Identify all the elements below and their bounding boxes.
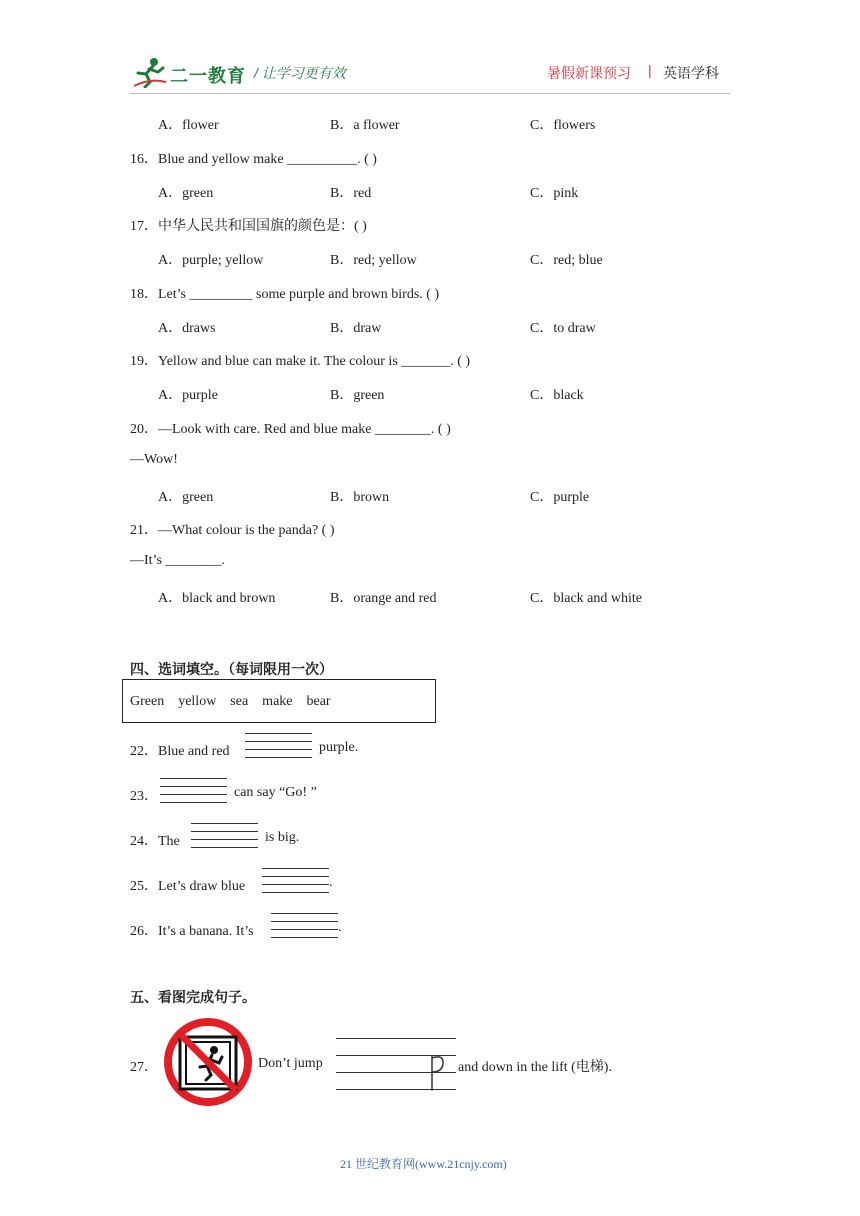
question-27-prefix: Don’t jump xyxy=(258,1056,323,1071)
option-c: C．black xyxy=(530,388,584,403)
question-19: 19．Yellow and blue can make it. The colour is _______. ( ) xyxy=(130,354,471,369)
question-24-suffix: is big. xyxy=(265,830,300,845)
option-a: A．green xyxy=(158,186,214,201)
question-27-suffix: and down in the lift (电梯). xyxy=(458,1060,612,1075)
word-bank: Green yellow sea make bear xyxy=(130,694,331,709)
question-26-suffix: . xyxy=(338,920,342,935)
answer-blank-25[interactable] xyxy=(262,868,329,894)
option-b: B．brown xyxy=(330,490,390,505)
option-c: C．to draw xyxy=(530,321,596,336)
no-jumping-sign-icon xyxy=(162,1017,254,1107)
option-a: A．flower xyxy=(158,118,219,133)
answer-blank-24[interactable] xyxy=(191,823,258,849)
question-25-prefix: 25．Let’s draw blue xyxy=(130,879,246,894)
question-23-suffix: can say “Go! ” xyxy=(234,785,317,800)
answer-blank-23[interactable] xyxy=(160,778,227,804)
option-a: A．purple; yellow xyxy=(158,253,264,268)
question-17: 17．中华人民共和国国旗的颜色是：( ) xyxy=(130,219,367,234)
question-27-number: 27． xyxy=(130,1060,158,1075)
option-a: A．draws xyxy=(158,321,216,336)
subject-title: 英语学科 xyxy=(663,65,719,81)
option-c: C．flowers xyxy=(530,118,596,133)
question-18: 18．Let’s _________ some purple and brown birds. ( ) xyxy=(130,287,440,302)
course-title: 暑假新课预习 xyxy=(547,65,631,81)
option-a: A．black and brown xyxy=(158,591,276,606)
option-c: C．black and white xyxy=(530,591,642,606)
question-16: 16．Blue and yellow make __________. ( ) xyxy=(130,152,377,167)
option-b: B．red; yellow xyxy=(330,253,417,268)
option-b: B．a flower xyxy=(330,118,400,133)
question-21: 21．—What colour is the panda? ( ) xyxy=(130,523,335,538)
option-b: B．green xyxy=(330,388,385,403)
question-26-prefix: 26．It’s a banana. It’s xyxy=(130,924,254,939)
slogan: / 让学习更有效 xyxy=(254,65,346,81)
question-24-prefix: 24．The xyxy=(130,834,180,849)
handwriting-letter-p-icon xyxy=(426,1052,448,1092)
option-c: C．pink xyxy=(530,186,579,201)
option-c: C．red; blue xyxy=(530,253,603,268)
option-a: A．purple xyxy=(158,388,218,403)
header-divider xyxy=(130,93,730,94)
question-21-reply: —It’s ________. xyxy=(130,553,225,568)
question-22-prefix: 22．Blue and red xyxy=(130,744,230,759)
footer-source: 21 世纪教育网(www.21cnjy.com) xyxy=(340,1157,507,1171)
question-25-suffix: . xyxy=(329,875,333,890)
answer-blank-26[interactable] xyxy=(271,913,338,939)
option-b: B．orange and red xyxy=(330,591,437,606)
section-4-title: 四、选词填空。（每词限用一次） xyxy=(130,662,333,678)
question-22-suffix: purple. xyxy=(319,740,359,755)
answer-blank-27[interactable] xyxy=(336,1038,456,1090)
logo-text: 二一教育 xyxy=(170,66,246,86)
option-b: B．draw xyxy=(330,321,382,336)
answer-blank-22[interactable] xyxy=(245,733,312,759)
option-a: A．green xyxy=(158,490,214,505)
runner-logo-icon xyxy=(132,56,168,88)
question-20-reply: —Wow! xyxy=(130,452,178,467)
header-separator: | xyxy=(648,62,652,78)
question-23-prefix: 23． xyxy=(130,789,158,804)
option-b: B．red xyxy=(330,186,372,201)
option-c: C．purple xyxy=(530,490,590,505)
question-20: 20．—Look with care. Red and blue make ________. ( ) xyxy=(130,422,451,437)
section-5-title: 五、看图完成句子。 xyxy=(130,990,256,1006)
